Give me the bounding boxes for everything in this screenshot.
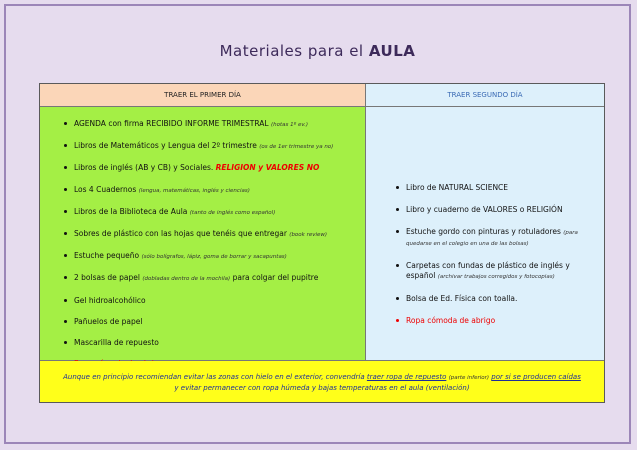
- list-item: Pañuelos de papel: [74, 317, 359, 327]
- list-item: Libros de la Biblioteca de Aula (tanto de inglés como español): [74, 207, 359, 218]
- list-item: Ropa cómoda de abrigo: [406, 316, 596, 326]
- list-item: AGENDA con firma RECIBIDO INFORME TRIMESTRAL (hotas 1º ev.): [74, 119, 359, 130]
- list-item: Libros de inglés (AB y CB) y Sociales. RELIGION y VALORES NO: [74, 163, 359, 173]
- header-second-day: TRAER SEGUNDO DÍA: [366, 84, 604, 107]
- list-item: Mascarilla de repuesto: [74, 338, 359, 348]
- title-main: Materiales para el: [219, 42, 364, 60]
- list-item: Estuche gordo con pinturas y rotuladores (para quedarse en el colegio en una de las bolsas): [406, 227, 596, 249]
- header-first-day: TRAER EL PRIMER DÍA: [40, 84, 366, 107]
- list-item: Gel hidroalcohólico: [74, 296, 359, 306]
- second-day-list: [406, 183, 596, 326]
- footer-note: Aunque en principio recomiendan evitar las zonas con hielo en el exterior, convendría traer ropa de repuesto (parte inferior) por si se producen caídas y evitar permanecer con ropa húmeda y bajas temperaturas en el aula (ventilación): [40, 361, 604, 402]
- page-title: [6, 42, 629, 60]
- list-item: Estuche pequeño (sólo bolígrafos, lápiz, goma de borrar y sacapuntas): [74, 251, 359, 262]
- list-item: Bolsa de Ed. Física con toalla.: [406, 294, 596, 304]
- list-item: Libros de Matemáticos y Lengua del 2º trimestre (os de 1er trimestre ya no): [74, 141, 359, 152]
- page: [4, 4, 631, 444]
- list-item: Sobres de plástico con las hojas que tenéis que entregar (book review): [74, 229, 359, 240]
- first-day-list: [74, 119, 359, 380]
- second-day-column: [366, 107, 604, 361]
- list-item: Libro y cuaderno de VALORES o RELIGIÓN: [406, 205, 596, 215]
- first-day-column: [40, 107, 366, 361]
- list-item: 2 bolsas de papel (dobladas dentro de la mochila) para colgar del pupitre: [74, 273, 359, 284]
- list-item: Libro de NATURAL SCIENCE: [406, 183, 596, 193]
- title-emphasis: AULA: [368, 42, 416, 60]
- materials-table: [39, 83, 605, 403]
- list-item: Los 4 Cuadernos (lengua, matemáticas, inglés y ciencias): [74, 185, 359, 196]
- list-item: Carpetas con fundas de plástico de inglés y español (archivar trabajos corregidos y fotocopias): [406, 261, 596, 282]
